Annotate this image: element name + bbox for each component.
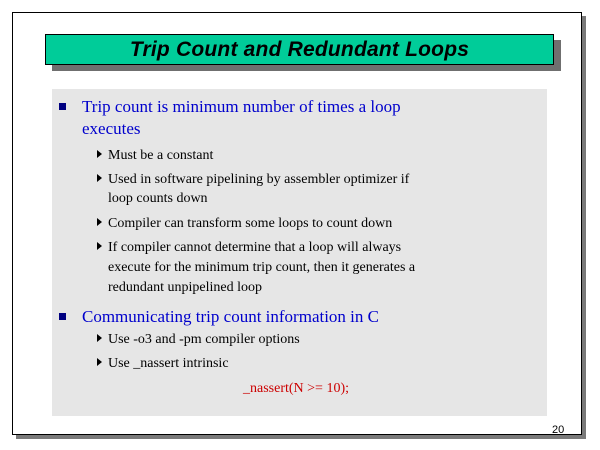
sub-bullet-2-2: Use _nassert intrinsic xyxy=(108,356,229,371)
sub-bullet-arrow-icon xyxy=(97,242,102,250)
sub-bullet-2-1: Use -o3 and -pm compiler options xyxy=(108,332,300,347)
code-example: _nassert(N >= 10); xyxy=(243,381,349,396)
bullet-square-icon xyxy=(59,313,66,320)
sub-bullet-1-1: Must be a constant xyxy=(108,148,214,163)
bullet-square-icon xyxy=(59,103,66,110)
sub-bullet-arrow-icon xyxy=(97,334,102,342)
sub-bullet-1-4-line2: execute for the minimum trip count, then it generates a xyxy=(108,260,416,275)
main-bullet-2-line1: Communicating trip count information in C xyxy=(82,307,379,326)
main-bullet-1-line2: executes xyxy=(82,119,141,138)
sub-bullet-1-2-line2: loop counts down xyxy=(108,191,208,206)
title-banner xyxy=(45,34,554,65)
sub-bullet-arrow-icon xyxy=(97,150,102,158)
sub-bullet-1-4-line1: If compiler cannot determine that a loop will always xyxy=(108,240,402,255)
sub-bullet-1-4-line3: redundant unpipelined loop xyxy=(108,280,262,295)
main-bullet-1-line1: Trip count is minimum number of times a loop xyxy=(82,97,401,116)
slide-title: Trip Count and Redundant Loops xyxy=(129,37,470,61)
sub-bullet-arrow-icon xyxy=(97,358,102,366)
page-number: 20 xyxy=(552,424,565,436)
sub-bullet-1-3: Compiler can transform some loops to count down xyxy=(108,216,393,231)
sub-bullet-arrow-icon xyxy=(97,174,102,182)
sub-bullet-1-2-line1: Used in software pipelining by assembler optimizer if xyxy=(108,172,410,187)
sub-bullet-arrow-icon xyxy=(97,218,102,226)
